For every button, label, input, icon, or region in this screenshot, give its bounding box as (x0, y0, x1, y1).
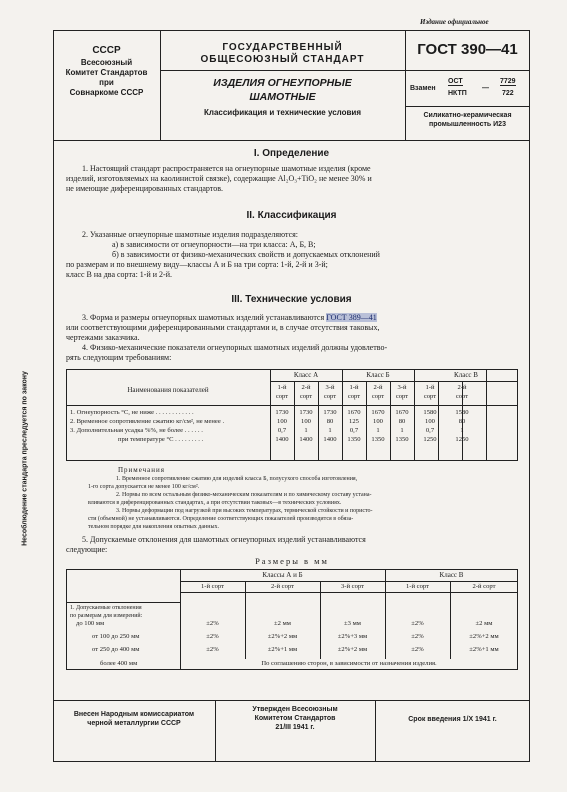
committee-line-4: Совнаркоме СССР (69, 88, 144, 97)
industry-group-line-1: Силикатно-керамическая (423, 112, 512, 119)
table-cell-value: 0,7 (349, 427, 359, 434)
classification-intro: 2. Указанные огнеупорные шамотные изделия подразделяются: (82, 230, 299, 239)
table-cell-value: 1400 (299, 436, 313, 443)
grade-label: 1-й сорт (201, 583, 224, 590)
grade-label: 1-й сорт (406, 583, 429, 590)
gost-389-reference-link[interactable]: ГОСТ 389—41 (326, 313, 377, 322)
table-cell-value: 1400 (323, 436, 337, 443)
grade-label: сорт (299, 393, 313, 400)
footer-center-line-3: 21/III 1941 г. (275, 724, 315, 731)
table-cell-value: 80 (398, 418, 406, 425)
table-cell-value: 1 (304, 427, 308, 434)
table2-row-head (70, 604, 180, 620)
table-cell-value: 1 (460, 427, 464, 434)
table2-row-head-line-2: по размерам для измерений: (70, 613, 143, 619)
title-line-2: ШАМОТНЫЕ (249, 91, 316, 103)
footer-center-line-2: Комитетом Стандартов (254, 715, 336, 722)
table2-row-head-line-1: 1. Допускаемые отклонения (70, 605, 142, 611)
notes-block (88, 475, 518, 531)
table-cell-value: ±2%+3 мм (337, 633, 368, 640)
section-1-line-1: 1. Настоящий стандарт распространяется на огнеупорные шамотные изделия (кроме (82, 164, 371, 173)
table-cell-value: 0,7 (277, 427, 287, 434)
header-bottom-rule (53, 140, 530, 141)
classification-item-b-line-2: по размерам и по внешнему виду—классы А и Б на три сорта: 1-й, 2-й и 3-й; (66, 260, 328, 269)
table-cell-value: ±2%+2 мм (469, 633, 499, 640)
table-cell-value: 1580 (423, 409, 437, 416)
note-3-line-3: тельном порядке для накопления опытных данных. (88, 524, 219, 530)
footer-introduced-by (53, 710, 215, 728)
table-cell-value: ±2%+1 мм (267, 646, 298, 653)
header-center-top (160, 42, 405, 66)
document-subtitle: Классификация и технические условия (203, 108, 362, 117)
table-cell-value: 1350 (347, 436, 361, 443)
table-cell-value: 80 (326, 418, 334, 425)
header-center-rule (160, 70, 405, 71)
clause-5-text (66, 535, 518, 555)
table-row-label: 2. Временное сопротивление сжатию кг/см², не менее . (70, 418, 225, 425)
section-1-text (66, 164, 518, 194)
grade-label: сорт (395, 393, 409, 400)
table-row-label: от 250 до 400 мм (92, 646, 140, 653)
table-row-label: при температуре °С . . . . . . . . . (118, 436, 204, 443)
table-cell-value: ±2%+2 мм (337, 646, 368, 653)
replaces-block: Взамен ОСТ НКТП — 7729 722 (410, 78, 516, 97)
committee-line-2: Комитет Стандартов (65, 68, 148, 77)
footer-top-rule (53, 700, 530, 701)
section-2-title: II. Классификация (246, 210, 337, 221)
classification-item-b-line-1: б) в зависимости от физико-механических свойств и допускаемых отклонений (112, 250, 380, 259)
grade-label: сорт (423, 393, 437, 400)
note-3-line-2: сти (объемной) не устанавливаются. Определение соответствующих показателей производится в обяза- (88, 516, 354, 522)
table-cell-value: 0,7 (425, 427, 435, 434)
classification-item-a: а) в зависимости от огнеупорности—на три класса: А, Б, В; (112, 240, 316, 249)
note-1-line-2: 1-го сорта допускается не менее 100 кг/см². (88, 484, 200, 490)
replaces-label: Взамен (410, 85, 436, 92)
grade-label: 1-й (425, 384, 435, 391)
table2-class-v: Класс В (439, 571, 464, 579)
grade-label: 1-й (277, 384, 287, 391)
footer-left-line-1: Внесен Народным комиссариатом (73, 711, 195, 718)
table-cell-value: 100 (301, 418, 311, 425)
grade-label: 2-й (301, 384, 311, 391)
table-cell-value: 1 (376, 427, 380, 434)
table-row-label: 1. Огнеупорность °С, не ниже . . . . . . . . . . . . (70, 409, 194, 416)
table-cell-value: ±2% (411, 633, 424, 640)
table-cell-value: 1350 (395, 436, 409, 443)
table-cell-value: ±2 мм (475, 620, 493, 627)
table-cell-value: 1 (328, 427, 332, 434)
table-cell-value: 100 (373, 418, 383, 425)
committee-line-1: Всесоюзный (80, 58, 133, 67)
table-cell-value: 1250 (455, 436, 469, 443)
grade-label: 3-й сорт (341, 583, 364, 590)
header-left-block (53, 44, 160, 98)
table-row-label: более 400 мм (100, 660, 138, 667)
grade-label: 3-й (397, 384, 407, 391)
section-3-title: III. Технические условия (231, 294, 352, 305)
notes-title: Примечания (118, 466, 166, 474)
table-cell-value: ±2% (206, 646, 219, 653)
section-1-title: I. Определение (253, 148, 330, 159)
table1-class-v: Класс В (454, 371, 478, 379)
replaces-number-1: 7729 (500, 78, 516, 85)
grade-label: 2-й сорт (472, 583, 496, 590)
table-cell-value: ±2% (411, 646, 424, 653)
header-center-title (160, 76, 405, 120)
table-cell-value: 1400 (275, 436, 289, 443)
grade-label: 1-й (349, 384, 359, 391)
grade-label: 2-й сорт (271, 583, 294, 590)
table1-class-a: Класс А (293, 371, 319, 379)
note-2-line-1: 2. Нормы по всем остальным физико-механическим показателям и по химическому составу устана- (116, 492, 372, 498)
industry-group-line-2: промышленность И23 (429, 121, 506, 128)
table-cell-value: ±2% (206, 620, 219, 627)
table-cell-value: 1 (400, 427, 404, 434)
table1-class-b: Класс Б (366, 371, 390, 379)
grade-label: сорт (371, 393, 385, 400)
table-cell-value: 1580 (455, 409, 469, 416)
footer-center-line-1: Утвержден Всесоюзным (252, 706, 338, 713)
section-3-text (66, 313, 518, 363)
table-cell-value: 1670 (347, 409, 361, 416)
replaces-ost: ОСТ (448, 78, 463, 85)
table-cell-value: ±2% (206, 633, 219, 640)
table2-class-ab: Классы А и Б (262, 571, 303, 579)
header-right-rule-2 (405, 106, 530, 107)
clause-3-line-3: чертежами заказчика. (66, 333, 140, 342)
table-cell-value: ±3 мм (344, 620, 361, 627)
grade-label: сорт (455, 393, 469, 400)
footer-effective-date: Срок введения 1/X 1941 г. (408, 716, 497, 723)
table-cell-value: 1350 (371, 436, 385, 443)
footer-left-line-2: черной металлургии СССР (87, 720, 181, 727)
grade-label: 2-й (373, 384, 383, 391)
note-3-line-1: 3. Нормы деформации под нагрузкой при высоких температурах, термической стойкости и пористо- (116, 508, 373, 514)
industry-group (405, 111, 530, 129)
table-cell-value: 1250 (423, 436, 437, 443)
clause-5-line-2: следующие: (66, 545, 108, 554)
table-cell-value: 1730 (323, 409, 337, 416)
note-1-line-1: 1. Временное сопротивление сжатию для изделий класса Б, полусухого способа изготовления, (116, 476, 358, 482)
classification-item-b-line-3: класс В на два сорта: 1-й и 2-й. (66, 270, 172, 279)
table-cell-value: 100 (425, 418, 435, 425)
committee-line-3: при (99, 78, 114, 87)
table1-column-header: Наименования показателей (127, 386, 209, 394)
table-cell-value: ±2% (411, 620, 424, 627)
replaces-number-2: 722 (502, 90, 514, 97)
table-cell-value: 1730 (299, 409, 313, 416)
table-cell-value: 80 (458, 418, 466, 425)
section-1-line-3: не имеющие диференцированных стандартов. (66, 184, 223, 193)
section-1-line-2: изделий, изготовляемых на каолинистой связке), содержащие Al₂O₃+TiO₂ не менее 30% и (66, 174, 372, 183)
grade-label: сорт (347, 393, 361, 400)
table-row-label: до 100 мм (76, 620, 105, 627)
table-row-label: 3. Дополнительная усадка %%, не более . . . . . . (70, 427, 203, 434)
table-cell-value: 100 (277, 418, 287, 425)
table-cell-value: 1670 (371, 409, 385, 416)
grade-label: сорт (323, 393, 337, 400)
state-standard-line-2: ОБЩЕСОЮЗНЫЙ СТАНДАРТ (200, 54, 365, 65)
gost-number: ГОСТ 390—41 (417, 41, 518, 58)
note-2-line-2: вливаются в диференцированных стандартах, а при отсутствии таковых—в технических условиях. (88, 500, 342, 506)
clause-3-line-2: или соответствующими диференцированными стандартами и, в случае отсутствия таковых, (66, 323, 380, 332)
header-right-rule-1 (405, 70, 530, 71)
side-legal-note: Несоблюдение стандарта преследуется по закону (21, 371, 29, 546)
grade-label: 2-й (457, 384, 467, 391)
table-cell-value: ±2%+2 мм (267, 633, 298, 640)
table-cell-value: По соглашению сторон, в зависимости от назначения изделия. (261, 660, 437, 667)
grade-label: сорт (275, 393, 289, 400)
table-cell-value: 1670 (395, 409, 409, 416)
title-line-1: ИЗДЕЛИЯ ОГНЕУПОРНЫЕ (213, 77, 352, 89)
table-row-label: от 100 до 250 мм (92, 633, 140, 640)
ussr-label: СССР (92, 45, 121, 56)
clause-4-line-1: 4. Физико-механические показатели огнеупорных шамотных изделий должны удовлетво- (82, 343, 388, 352)
clause-3-text: 3. Форма и размеры огнеупорных шамотных изделий устанавливаются (82, 313, 325, 322)
table2-caption: Размеры в мм (255, 556, 329, 566)
table-cell-value: 1730 (275, 409, 289, 416)
edition-note: Издание официальное (420, 18, 489, 26)
clause-4-line-2: рять следующим требованиям: (66, 353, 172, 362)
section-2-text (66, 230, 518, 280)
table-cell-value: ±2%+1 мм (469, 646, 499, 653)
replaces-nktp: НКТП (448, 90, 467, 97)
clause-5-line-1: 5. Допускаемые отклонения для шамотных огнеупорных изделий устанавливаются (82, 535, 366, 544)
grade-label: 3-й (325, 384, 335, 391)
table-cell-value: ±2 мм (274, 620, 291, 627)
state-standard-line-1: ГОСУДАРСТВЕННЫЙ (222, 42, 343, 53)
footer-approved-by (215, 705, 375, 732)
table-cell-value: 125 (349, 418, 359, 425)
